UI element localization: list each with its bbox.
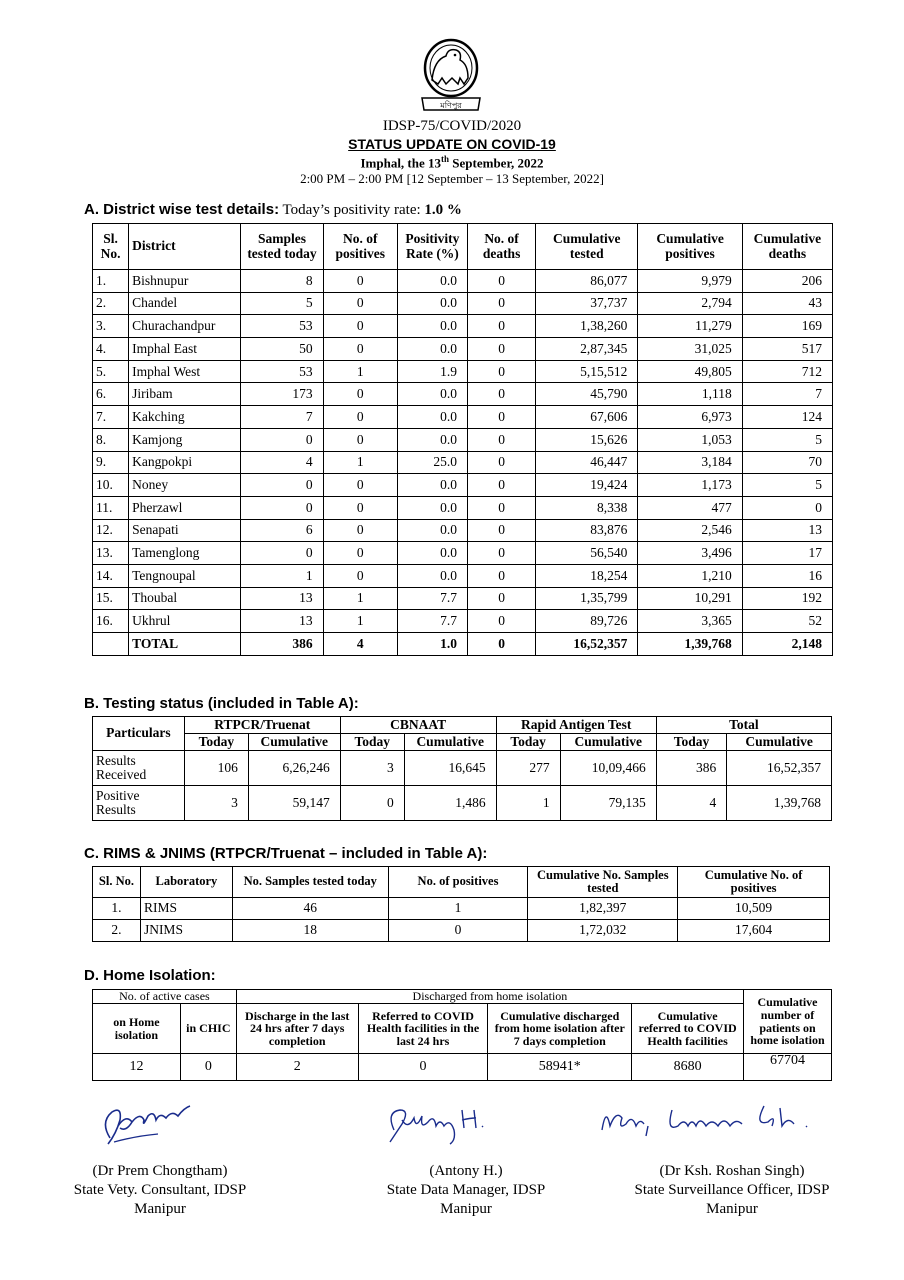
value-on-home-isolation: 12	[93, 1054, 181, 1081]
table-row	[93, 292, 833, 315]
table-cell: 0	[323, 428, 397, 451]
table-row	[93, 406, 833, 429]
discharged-header: Discharged from home isolation	[236, 990, 743, 1004]
active-cases-header: No. of active cases	[93, 990, 237, 1004]
table-cell: 1,82,397	[528, 898, 678, 920]
table-cell: 7.7	[397, 587, 467, 610]
table-cell: 79,135	[560, 786, 656, 821]
col-laboratory: Laboratory	[140, 867, 232, 898]
table-cell: 0	[467, 428, 535, 451]
table-cell: JNIMS	[140, 920, 232, 942]
sub-cumulative: Cumulative	[727, 734, 832, 751]
total-cell: 4	[323, 633, 397, 656]
table-row	[93, 610, 833, 633]
table-cell: Thoubal	[129, 587, 241, 610]
table-row	[93, 383, 833, 406]
sub-cumulative: Cumulative	[560, 734, 656, 751]
manipur-state-emblem-icon	[418, 38, 484, 118]
table-cell: 386	[656, 751, 726, 786]
table-cell: 5,15,512	[536, 360, 638, 383]
table-cell: 0	[467, 451, 535, 474]
col-in-chic: in CHIC	[180, 1004, 236, 1054]
total-cell: 2,148	[742, 633, 832, 656]
table-cell: 517	[742, 338, 832, 361]
table-cell: 89,726	[536, 610, 638, 633]
table-cell: Imphal East	[129, 338, 241, 361]
sub-today: Today	[340, 734, 404, 751]
table-cell: 0	[467, 587, 535, 610]
value-in-chic: 0	[180, 1054, 236, 1081]
table-cell: 7.	[93, 406, 129, 429]
home-isolation-table	[92, 989, 832, 1081]
table-cell: Kakching	[129, 406, 241, 429]
table-cell: 16,52,357	[727, 751, 832, 786]
table-cell: 6.	[93, 383, 129, 406]
table-cell: 13	[742, 519, 832, 542]
sub-today: Today	[184, 734, 248, 751]
table-cell: 173	[241, 383, 323, 406]
page-title: STATUS UPDATE ON COVID-19	[348, 136, 556, 152]
table-cell: 1.	[93, 898, 141, 920]
table-row	[93, 564, 833, 587]
testing-status-table	[92, 716, 832, 821]
table-cell: RIMS	[140, 898, 232, 920]
table-cell: 3,496	[638, 542, 742, 565]
table-cell: 1,486	[404, 786, 496, 821]
table-cell: Positive Results	[93, 786, 185, 821]
table-cell: 7.7	[397, 610, 467, 633]
table-cell: 0	[323, 564, 397, 587]
table-cell: Imphal West	[129, 360, 241, 383]
total-cell	[93, 633, 129, 656]
table-cell: Bishnupur	[129, 270, 241, 293]
table-cell: 1,72,032	[528, 920, 678, 942]
table-cell: 206	[742, 270, 832, 293]
table-row	[93, 786, 832, 821]
cumulative-home-isolation-header: Cumulative number of patients on home isolation	[744, 990, 832, 1054]
table-cell: 1	[388, 898, 528, 920]
signatory-title: State Vety. Consultant, IDSP	[73, 1182, 247, 1198]
col-cumulative-tested: Cumulative No. Samples tested	[528, 867, 678, 898]
table-cell: 8.	[93, 428, 129, 451]
col-on-home-isolation: on Home isolation	[93, 1004, 181, 1054]
table-cell: 0.0	[397, 338, 467, 361]
table-cell: Kamjong	[129, 428, 241, 451]
signatory-block-1	[30, 1162, 290, 1219]
table-row	[93, 474, 833, 497]
table-cell: Noney	[129, 474, 241, 497]
table-cell: 0	[467, 360, 535, 383]
table-row	[93, 519, 833, 542]
table-cell: 53	[241, 360, 323, 383]
table-cell: 15.	[93, 587, 129, 610]
table-cell: 169	[742, 315, 832, 338]
total-cell: 1,39,768	[638, 633, 742, 656]
table-cell: 1	[496, 786, 560, 821]
signatory-name: (Antony H.)	[429, 1163, 503, 1179]
group-rtpcr: RTPCR/Truenat	[184, 717, 340, 734]
table-cell: 2.	[93, 292, 129, 315]
total-cell: TOTAL	[129, 633, 241, 656]
table-cell: 5	[241, 292, 323, 315]
table-cell: 7	[742, 383, 832, 406]
value-cumulative-referred: 8680	[632, 1054, 744, 1081]
table-cell: 2,794	[638, 292, 742, 315]
signature-antony-h	[380, 1100, 500, 1146]
table-cell: 0	[467, 338, 535, 361]
signatory-place: Manipur	[134, 1201, 186, 1217]
district-test-table	[92, 223, 833, 656]
col-sl-no: Sl. No.	[93, 224, 129, 270]
table-row	[93, 428, 833, 451]
report-period: 2:00 PM – 2:00 PM [12 September – 13 September, 2022]	[300, 171, 604, 186]
value-cumulative-discharged: 58941*	[488, 1054, 632, 1081]
table-cell: 1,173	[638, 474, 742, 497]
table-cell: 0.0	[397, 406, 467, 429]
table-cell: 0	[742, 496, 832, 519]
signatory-name: (Dr Ksh. Roshan Singh)	[659, 1163, 805, 1179]
table-cell: 5	[742, 474, 832, 497]
table-cell: 10,291	[638, 587, 742, 610]
table-cell: 477	[638, 496, 742, 519]
table-row	[93, 920, 830, 942]
table-cell: 9.	[93, 451, 129, 474]
report-date: Imphal, the 13th September, 2022	[360, 154, 544, 171]
table-cell: 2,546	[638, 519, 742, 542]
table-cell: 17,604	[678, 920, 830, 942]
table-cell: 14.	[93, 564, 129, 587]
signature-prem-chongtham	[96, 1098, 196, 1158]
col-cumulative-positives: Cumulative positives	[638, 224, 742, 270]
table-cell: 0	[241, 496, 323, 519]
table-cell: 1,210	[638, 564, 742, 587]
col-samples-today: Samples tested today	[241, 224, 323, 270]
table-cell: 0.0	[397, 474, 467, 497]
table-cell: 0	[340, 786, 404, 821]
table-cell: 0	[323, 292, 397, 315]
total-cell: 1.0	[397, 633, 467, 656]
table-cell: 1.9	[397, 360, 467, 383]
table-cell: 3,365	[638, 610, 742, 633]
table-cell: 6,26,246	[248, 751, 340, 786]
table-cell: 11,279	[638, 315, 742, 338]
table-cell: 0.0	[397, 564, 467, 587]
table-row	[93, 898, 830, 920]
table-cell: 1,118	[638, 383, 742, 406]
signatory-block-3	[604, 1162, 860, 1219]
table-cell: 0	[467, 383, 535, 406]
table-cell: 3.	[93, 315, 129, 338]
table-cell: 0	[467, 564, 535, 587]
table-cell: 18,254	[536, 564, 638, 587]
table-cell: 1.	[93, 270, 129, 293]
table-cell: 4.	[93, 338, 129, 361]
col-positives: No. of positives	[388, 867, 528, 898]
col-positives: No. of positives	[323, 224, 397, 270]
section-a-heading: A. District wise test details: Today’s positivity rate: 1.0 %	[84, 201, 462, 218]
table-cell: 16,645	[404, 751, 496, 786]
table-cell: 13.	[93, 542, 129, 565]
signatory-block-2	[336, 1162, 596, 1219]
col-sl-no: Sl. No.	[93, 867, 141, 898]
table-cell: Kangpokpi	[129, 451, 241, 474]
table-cell: 106	[184, 751, 248, 786]
table-cell: 17	[742, 542, 832, 565]
table-cell: 3,184	[638, 451, 742, 474]
table-cell: 0.0	[397, 542, 467, 565]
table-cell: 2.	[93, 920, 141, 942]
table-cell: 0	[323, 270, 397, 293]
col-cumulative-discharged: Cumulative discharged from home isolation after 7 days completion	[488, 1004, 632, 1054]
table-cell: 10.	[93, 474, 129, 497]
signatory-title: State Data Manager, IDSP	[386, 1182, 546, 1198]
table-row	[93, 751, 832, 786]
table-cell: 56,540	[536, 542, 638, 565]
col-district: District	[129, 224, 241, 270]
table-cell: 0	[323, 519, 397, 542]
table-cell: 1,38,260	[536, 315, 638, 338]
table-cell: 5.	[93, 360, 129, 383]
col-referred-24hrs: Referred to COVID Health facilities in the last 24 hrs	[358, 1004, 488, 1054]
emblem-script: মণিপুর	[440, 101, 462, 110]
table-cell: 1,39,768	[727, 786, 832, 821]
table-cell: 0.0	[397, 519, 467, 542]
signatory-place: Manipur	[440, 1201, 492, 1217]
col-samples-today: No. Samples tested today	[232, 867, 388, 898]
table-cell: 10,509	[678, 898, 830, 920]
table-cell: 9,979	[638, 270, 742, 293]
table-cell: 16.	[93, 610, 129, 633]
signature-roshan-singh	[592, 1096, 832, 1146]
table-cell: Tamenglong	[129, 542, 241, 565]
col-positivity-rate: Positivity Rate (%)	[397, 224, 467, 270]
table-cell: 15,626	[536, 428, 638, 451]
particulars-header: Particulars	[93, 717, 185, 751]
group-total: Total	[656, 717, 831, 734]
table-cell: 1	[323, 360, 397, 383]
table-cell: Pherzawl	[129, 496, 241, 519]
table-cell: Ukhrul	[129, 610, 241, 633]
section-c-heading: C. RIMS & JNIMS (RTPCR/Truenat – included in Table A):	[84, 845, 488, 862]
table-cell: 0	[241, 542, 323, 565]
table-cell: 277	[496, 751, 560, 786]
table-cell: 0	[467, 474, 535, 497]
table-cell: 0.0	[397, 428, 467, 451]
table-cell: 1	[323, 587, 397, 610]
table-cell: 0	[323, 315, 397, 338]
signatory-place: Manipur	[706, 1201, 758, 1217]
table-cell: 59,147	[248, 786, 340, 821]
table-cell: 0	[467, 542, 535, 565]
table-cell: 50	[241, 338, 323, 361]
table-cell: 0	[323, 496, 397, 519]
table-cell: 12.	[93, 519, 129, 542]
total-row	[93, 633, 833, 656]
sub-today: Today	[496, 734, 560, 751]
table-cell: 0	[467, 519, 535, 542]
table-row	[93, 270, 833, 293]
sub-cumulative: Cumulative	[404, 734, 496, 751]
table-cell: 49,805	[638, 360, 742, 383]
table-cell: 712	[742, 360, 832, 383]
table-cell: 8	[241, 270, 323, 293]
table-cell: 124	[742, 406, 832, 429]
table-row	[93, 338, 833, 361]
table-cell: 52	[742, 610, 832, 633]
table-cell: 0.0	[397, 270, 467, 293]
table-cell: Chandel	[129, 292, 241, 315]
col-cumulative-deaths: Cumulative deaths	[742, 224, 832, 270]
table-cell: 4	[241, 451, 323, 474]
table-cell: 5	[742, 428, 832, 451]
table-cell: Senapati	[129, 519, 241, 542]
value-referred-24hrs: 0	[358, 1054, 488, 1081]
reference-number: IDSP-75/COVID/2020	[382, 118, 522, 134]
table-cell: Jiribam	[129, 383, 241, 406]
signatory-name: (Dr Prem Chongtham)	[92, 1163, 228, 1179]
table-cell: 70	[742, 451, 832, 474]
section-d-heading: D. Home Isolation:	[84, 967, 216, 984]
table-cell: 46,447	[536, 451, 638, 474]
col-cumulative-positives: Cumulative No. of positives	[678, 867, 830, 898]
table-cell: 6	[241, 519, 323, 542]
table-row	[93, 315, 833, 338]
signatory-title: State Surveillance Officer, IDSP	[634, 1182, 830, 1198]
total-cell: 386	[241, 633, 323, 656]
table-cell: 3	[184, 786, 248, 821]
table-cell: 0	[467, 610, 535, 633]
table-cell: 0.0	[397, 292, 467, 315]
table-cell: 0	[388, 920, 528, 942]
table-row	[93, 496, 833, 519]
col-deaths: No. of deaths	[467, 224, 535, 270]
table-cell: 46	[232, 898, 388, 920]
table-cell: 31,025	[638, 338, 742, 361]
table-cell: 86,077	[536, 270, 638, 293]
table-cell: 3	[340, 751, 404, 786]
col-discharge-24hrs: Discharge in the last 24 hrs after 7 days completion	[236, 1004, 358, 1054]
table-cell: 0	[467, 496, 535, 519]
group-rapid-antigen: Rapid Antigen Test	[496, 717, 656, 734]
rims-jnims-table	[92, 866, 830, 942]
table-cell: 0.0	[397, 496, 467, 519]
table-cell: 2,87,345	[536, 338, 638, 361]
table-cell: 25.0	[397, 451, 467, 474]
table-cell: 53	[241, 315, 323, 338]
table-cell: 19,424	[536, 474, 638, 497]
table-cell: 0	[467, 406, 535, 429]
table-cell: 13	[241, 587, 323, 610]
table-cell: 0	[467, 315, 535, 338]
sub-cumulative: Cumulative	[248, 734, 340, 751]
section-b-heading: B. Testing status (included in Table A):	[84, 695, 359, 712]
table-cell: 16	[742, 564, 832, 587]
table-cell: 0	[323, 383, 397, 406]
table-cell: 43	[742, 292, 832, 315]
table-cell: Tengnoupal	[129, 564, 241, 587]
table-cell: 192	[742, 587, 832, 610]
col-cumulative-referred: Cumulative referred to COVID Health facilities	[632, 1004, 744, 1054]
table-cell: 0	[241, 428, 323, 451]
table-row	[93, 451, 833, 474]
table-cell: 10,09,466	[560, 751, 656, 786]
table-cell: 0	[323, 406, 397, 429]
value-discharge-24hrs: 2	[236, 1054, 358, 1081]
table-cell: 1	[323, 610, 397, 633]
col-cumulative-tested: Cumulative tested	[536, 224, 638, 270]
table-cell: 4	[656, 786, 726, 821]
table-row	[93, 360, 833, 383]
table-cell: 0	[323, 474, 397, 497]
table-cell: 6,973	[638, 406, 742, 429]
total-cell: 0	[467, 633, 535, 656]
group-cbnaat: CBNAAT	[340, 717, 496, 734]
table-cell: 1	[323, 451, 397, 474]
table-cell: 11.	[93, 496, 129, 519]
table-cell: 0	[241, 474, 323, 497]
table-cell: 1,053	[638, 428, 742, 451]
table-cell: 83,876	[536, 519, 638, 542]
table-cell: Results Received	[93, 751, 185, 786]
table-cell: 0.0	[397, 315, 467, 338]
total-cell: 16,52,357	[536, 633, 638, 656]
table-row	[93, 542, 833, 565]
table-cell: Churachandpur	[129, 315, 241, 338]
table-cell: 0	[467, 292, 535, 315]
table-cell: 13	[241, 610, 323, 633]
table-cell: 1,35,799	[536, 587, 638, 610]
value-cumulative-home-isolation: 67704	[744, 1054, 832, 1081]
table-cell: 67,606	[536, 406, 638, 429]
table-cell: 8,338	[536, 496, 638, 519]
table-row	[93, 587, 833, 610]
sub-today: Today	[656, 734, 726, 751]
table-cell: 37,737	[536, 292, 638, 315]
table-cell: 7	[241, 406, 323, 429]
table-cell: 18	[232, 920, 388, 942]
table-cell: 45,790	[536, 383, 638, 406]
table-cell: 0	[323, 542, 397, 565]
table-cell: 0.0	[397, 383, 467, 406]
table-cell: 0	[467, 270, 535, 293]
table-cell: 0	[323, 338, 397, 361]
table-cell: 1	[241, 564, 323, 587]
